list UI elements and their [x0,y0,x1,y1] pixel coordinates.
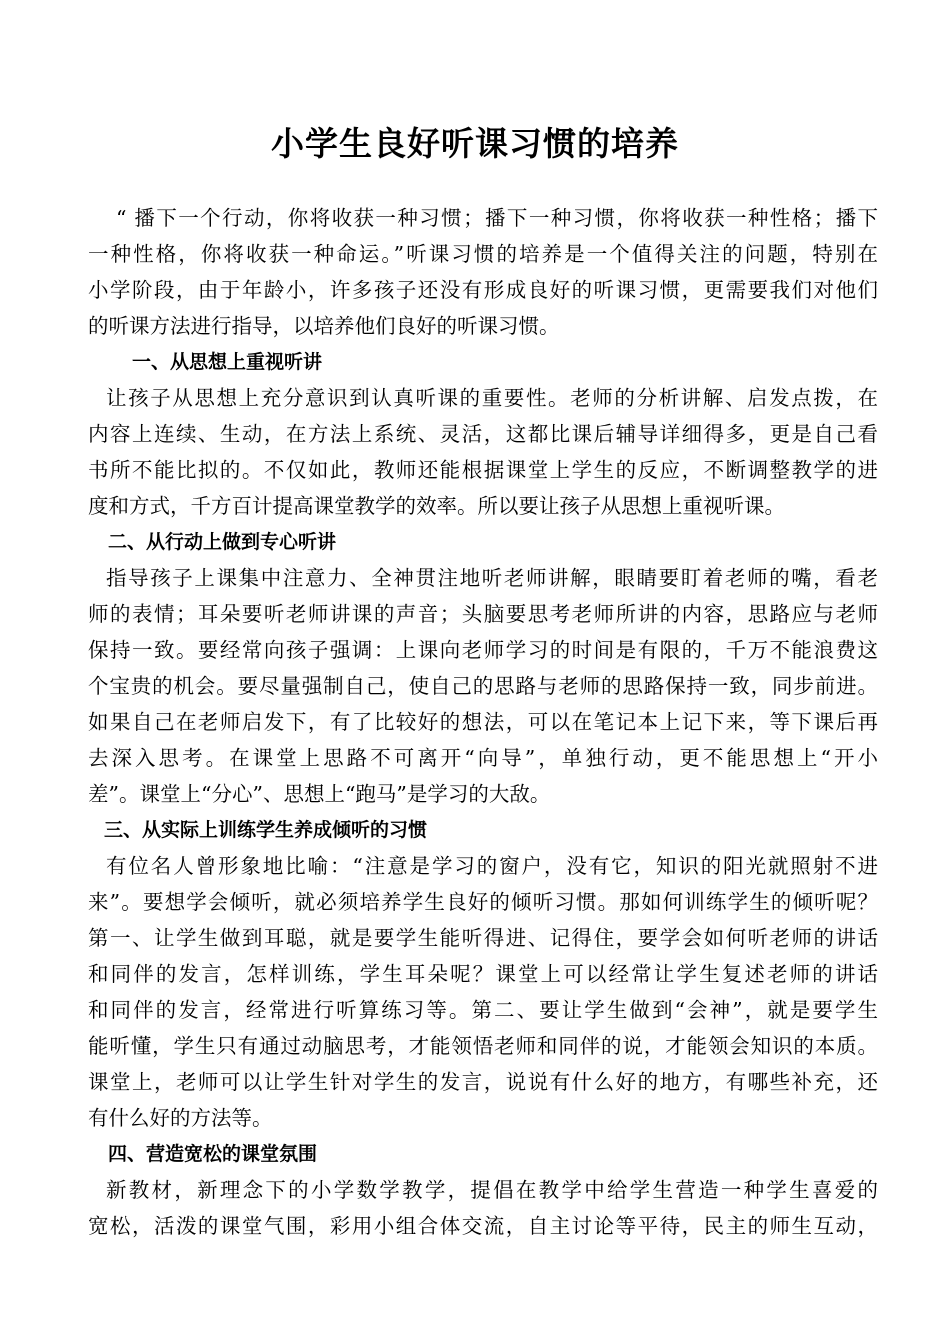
paragraph-line: 差”。课堂上“分心”、思想上“跑马”是学习的大敌。 [88,782,551,806]
paragraph-line: 新教材，新理念下的小学数学教学，提倡在教学中给学生营造一种学生喜爱的 [106,1178,878,1202]
paragraph-line: 能听懂，学生只有通过动脑思考，才能领悟老师和同伴的说，才能领会知识的本质。 [88,1034,878,1058]
paragraph-line: “ 播下一个行动，你将收获一种习惯；播下一种习惯，你将收获一种性格；播下 [116,206,878,230]
paragraph-line: 让孩子从思想上充分意识到认真听课的重要性。老师的分析讲解、启发点拨，在 [106,386,878,410]
paragraph-line: 书所不能比拟的。不仅如此，教师还能根据课堂上学生的反应，不断调整教学的进 [88,458,878,482]
paragraph-line: 的听课方法进行指导，以培养他们良好的听课习惯。 [88,314,560,338]
document-body [88,200,878,1244]
paragraph-line: 宽松，活泼的课堂气围，彩用小组合体交流，自主讨论等平待，民主的师生互动， [88,1214,878,1238]
section-heading-1: 一、从思想上重视听讲 [132,351,323,373]
paragraph-line: 指导孩子上课集中注意力、全神贯注地听老师讲解，眼睛要盯着老师的嘴，看老 [106,566,878,590]
section-heading-2: 二、从行动上做到专心听讲 [108,531,337,553]
paragraph-line: 去深入思考。在课堂上思路不可离开“向导”，单独行动，更不能思想上“开小 [88,746,878,770]
paragraph-line: 第一、让学生做到耳聪，就是要学生能听得进、记得住，要学会如何听老师的讲话 [88,926,878,950]
paragraph-line: 一种性格，你将收获一种命运。”听课习惯的培养是一个值得关注的问题，特别在 [88,242,878,266]
page-title: 小学生良好听课习惯的培养 [271,124,679,163]
paragraph-line: 度和方式，千方百计提高课堂教学的效率。所以要让孩子从思想上重视听课。 [88,494,785,518]
paragraph-line: 保持一致。要经常向孩子强调：上课向老师学习的时间是有限的，千万不能浪费这 [88,638,878,662]
paragraph-line: 师的表情；耳朵要听老师讲课的声音；头脑要思考老师所讲的内容，思路应与老师 [88,602,878,626]
paragraph-line: 和同伴的发言，经常进行听算练习等。第二、要让学生做到“会神”，就是要学生 [88,998,878,1022]
paragraph-line: 有什么好的方法等。 [88,1106,273,1130]
paragraph-line: 课堂上，老师可以让学生针对学生的发言，说说有什么好的地方，有哪些补充，还 [88,1070,878,1094]
section-heading-4: 四、营造宽松的课堂氛围 [108,1143,318,1165]
paragraph-line: 如果自己在老师启发下，有了比较好的想法，可以在笔记本上记下来，等下课后再 [88,710,878,734]
paragraph-line: 和同伴的发言，怎样训练，学生耳朵呢？课堂上可以经常让学生复述老师的讲话 [88,962,878,986]
section-heading-3: 三、从实际上训练学生养成倾听的习惯 [104,819,428,841]
paragraph-line: 小学阶段，由于年龄小，许多孩子还没有形成良好的听课习惯，更需要我们对他们 [88,278,878,302]
paragraph-line: 个宝贵的机会。要尽量强制自己，使自己的思路与老师的思路保持一致，同步前进。 [88,674,878,698]
paragraph-line: 内容上连续、生动，在方法上系统、灵活，这都比课后辅导详细得多，更是自己看 [88,422,878,446]
paragraph-line: 来”。要想学会倾听，就必须培养学生良好的倾听习惯。那如何训练学生的倾听呢？ [88,890,878,914]
paragraph-line: 有位名人曾形象地比喻：“注意是学习的窗户，没有它，知识的阳光就照射不进 [106,854,878,878]
